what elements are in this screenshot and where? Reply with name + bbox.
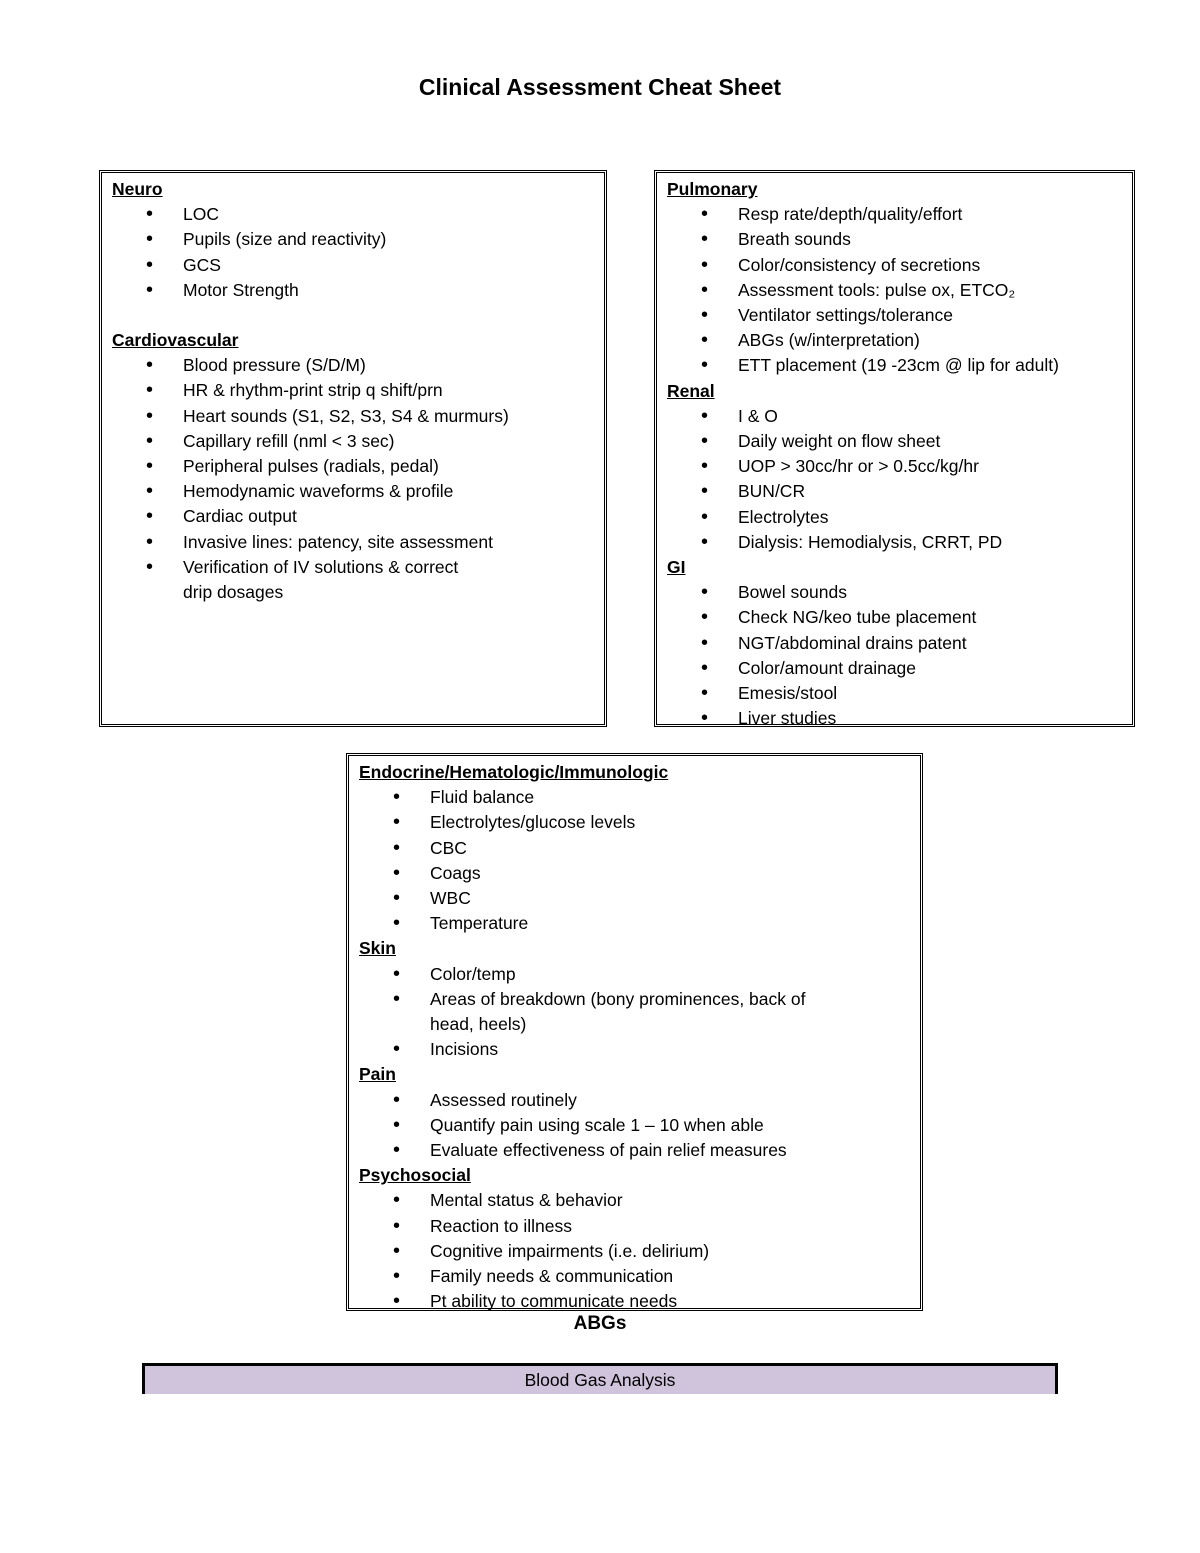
list-item: • Quantify pain using scale 1 – 10 when able [359, 1113, 910, 1138]
list-item: • Breath sounds [667, 227, 1122, 252]
section-heading-renal: Renal [667, 380, 715, 401]
list-item: • Evaluate effectiveness of pain relief measures [359, 1138, 910, 1163]
skin-list [359, 962, 910, 1063]
list-item: • Liver studies [667, 706, 1122, 731]
psychosocial-list [359, 1188, 910, 1314]
list-item: • Reaction to illness [359, 1214, 910, 1239]
list-item: • Assessment tools: pulse ox, ETCO₂ [667, 278, 1122, 303]
section-heading-pain: Pain [359, 1064, 396, 1085]
list-item: • UOP > 30cc/hr or > 0.5cc/kg/hr [667, 454, 1122, 479]
blood-gas-analysis-header: Blood Gas Analysis [142, 1363, 1058, 1394]
list-item: • I & O [667, 404, 1122, 429]
list-item: • LOC [112, 202, 594, 227]
list-item: • HR & rhythm-print strip q shift/prn [112, 378, 594, 403]
page-title: Clinical Assessment Cheat Sheet [418, 74, 782, 100]
list-item: • Resp rate/depth/quality/effort [667, 202, 1122, 227]
list-item: • ABGs (w/interpretation) [667, 328, 1122, 353]
list-item: • Capillary refill (nml < 3 sec) [112, 429, 594, 454]
list-item: • Color/amount drainage [667, 656, 1122, 681]
list-item: • Electrolytes [667, 505, 1122, 530]
neuro-cardio-box [99, 170, 607, 727]
endocrine-skin-pain-psychosocial-box [346, 753, 923, 1311]
list-item: • Temperature [359, 911, 910, 936]
list-item: • Pupils (size and reactivity) [112, 227, 594, 252]
list-item: • ETT placement (19 -23cm @ lip for adult) [667, 353, 1122, 378]
list-item: • Hemodynamic waveforms & profile [112, 479, 594, 504]
neuro-list [112, 202, 594, 303]
list-item: • NGT/abdominal drains patent [667, 631, 1122, 656]
list-item: • CBC [359, 836, 910, 861]
list-item: • Coags [359, 861, 910, 886]
list-item: • Emesis/stool [667, 681, 1122, 706]
pulmonary-renal-gi-box [654, 170, 1135, 727]
renal-list [667, 404, 1122, 555]
list-item: • Blood pressure (S/D/M) [112, 353, 594, 378]
list-item: • Color/temp [359, 962, 910, 987]
list-item: • Invasive lines: patency, site assessment [112, 530, 594, 555]
list-item: • Bowel sounds [667, 580, 1122, 605]
list-item: • Areas of breakdown (bony prominences, back of head, heels) [359, 987, 830, 1037]
pain-list [359, 1088, 910, 1164]
abgs-heading: ABGs [573, 1313, 627, 1334]
list-item: • GCS [112, 253, 594, 278]
section-heading-skin: Skin [359, 938, 396, 959]
list-item: • Heart sounds (S1, S2, S3, S4 & murmurs) [112, 404, 594, 429]
section-heading-cardiovascular: Cardiovascular [112, 330, 239, 351]
list-item: • Motor Strength [112, 278, 594, 303]
section-heading-neuro: Neuro [112, 179, 163, 199]
list-item: • Dialysis: Hemodialysis, CRRT, PD [667, 530, 1122, 555]
section-spacer [112, 303, 594, 328]
list-item: • Cognitive impairments (i.e. delirium) [359, 1239, 910, 1264]
list-item: • Cardiac output [112, 504, 594, 529]
list-item: • Assessed routinely [359, 1088, 910, 1113]
list-item: • Daily weight on flow sheet [667, 429, 1122, 454]
list-item: • Family needs & communication [359, 1264, 910, 1289]
list-item: • Incisions [359, 1037, 910, 1062]
list-item: • BUN/CR [667, 479, 1122, 504]
list-item: • Pt ability to communicate needs [359, 1289, 910, 1314]
list-item: • Fluid balance [359, 785, 910, 810]
cardiovascular-list [112, 353, 594, 605]
section-heading-psychosocial: Psychosocial [359, 1165, 471, 1186]
section-heading-endocrine: Endocrine/Hematologic/Immunologic [359, 762, 669, 782]
pulmonary-list [667, 202, 1122, 378]
list-item: • Electrolytes/glucose levels [359, 810, 910, 835]
list-item: • Peripheral pulses (radials, pedal) [112, 454, 594, 479]
list-item: • Mental status & behavior [359, 1188, 910, 1213]
list-item: • WBC [359, 886, 910, 911]
section-heading-gi: GI [667, 557, 686, 578]
section-heading-pulmonary: Pulmonary [667, 179, 758, 199]
list-item: • Ventilator settings/tolerance [667, 303, 1122, 328]
endocrine-list [359, 785, 910, 936]
list-item: • Verification of IV solutions & correct drip dosages [112, 555, 473, 605]
list-item: • Check NG/keo tube placement [667, 605, 1122, 630]
gi-list [667, 580, 1122, 731]
list-item: • Color/consistency of secretions [667, 253, 1122, 278]
